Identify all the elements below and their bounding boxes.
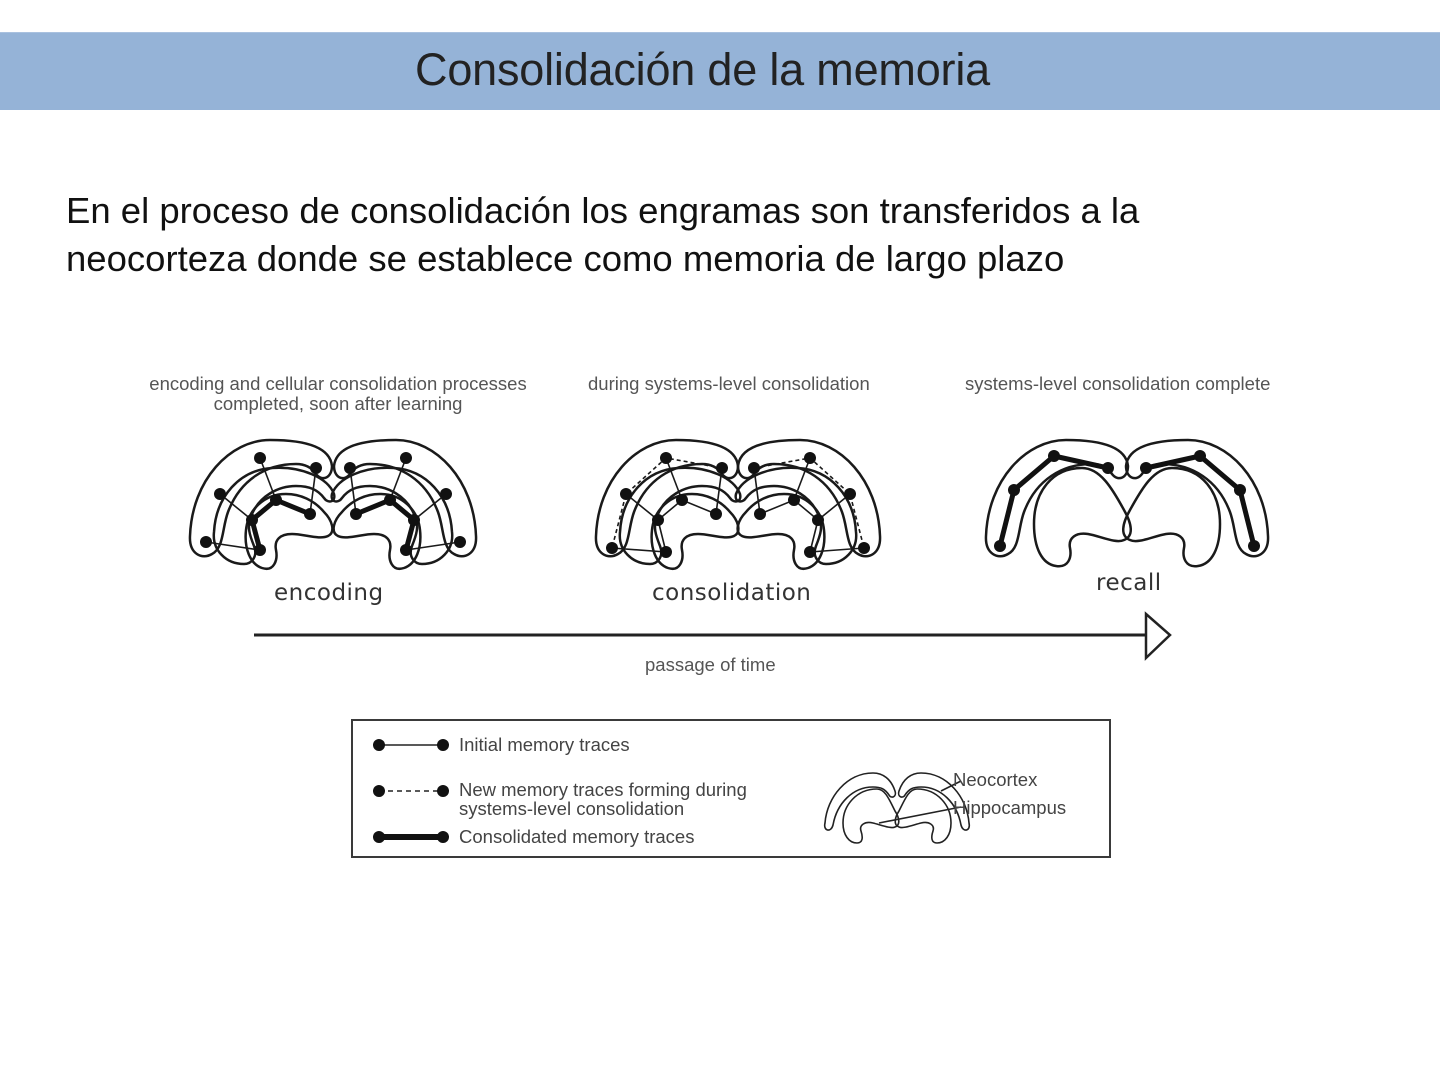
caption-line: encoding and cellular consolidation processes bbox=[149, 373, 527, 394]
stage-label-recall: recall bbox=[1096, 570, 1162, 596]
brain-encoding bbox=[190, 440, 476, 569]
time-arrow bbox=[254, 614, 1170, 658]
time-axis-label: passage of time bbox=[645, 654, 776, 675]
thin-line-symbol-icon bbox=[373, 739, 449, 751]
thick-line-symbol-icon bbox=[373, 831, 449, 843]
legend-hippocampus-label: Hippocampus bbox=[953, 797, 1067, 818]
caption-line: during systems-level consolidation bbox=[588, 373, 870, 394]
stage-label-consolidation: consolidation bbox=[652, 580, 812, 606]
dashed-line-symbol-icon bbox=[373, 785, 449, 797]
legend-neocortex-label: Neocortex bbox=[953, 769, 1038, 790]
legend-line: New memory traces forming during bbox=[459, 779, 747, 800]
brain-recall bbox=[986, 440, 1268, 566]
legend-item-new bbox=[459, 780, 747, 818]
stage-label-encoding: encoding bbox=[274, 580, 384, 606]
brain-anatomy-icon bbox=[825, 773, 970, 843]
legend-line: systems-level consolidation bbox=[459, 798, 685, 819]
legend-item-consolidated: Consolidated memory traces bbox=[459, 826, 695, 847]
legend-item-initial: Initial memory traces bbox=[459, 734, 630, 755]
page-title: Consolidación de la memoria bbox=[415, 44, 990, 95]
brain-consolidation bbox=[596, 440, 880, 569]
body-line-1: En el proceso de consolidación los engramas son transferidos a la bbox=[66, 190, 1140, 231]
caption-line: completed, soon after learning bbox=[213, 393, 463, 414]
caption-line: systems-level consolidation complete bbox=[965, 373, 1271, 394]
legend-box bbox=[351, 719, 1111, 858]
body-line-2: neocorteza donde se establece como memoria de largo plazo bbox=[66, 238, 1065, 279]
